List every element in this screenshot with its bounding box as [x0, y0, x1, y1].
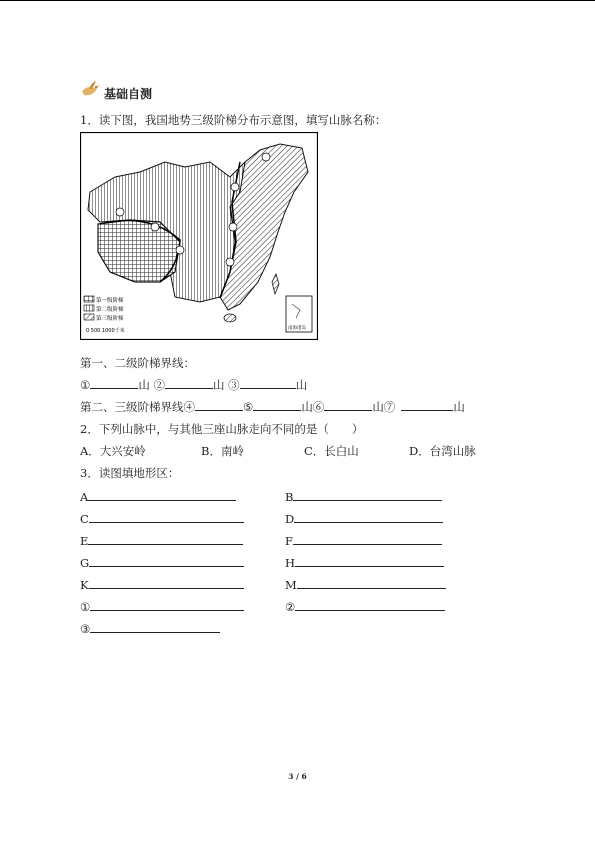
fill-blank[interactable]: [88, 532, 243, 545]
answer-blank-3[interactable]: [240, 377, 296, 389]
answer-blank-7[interactable]: [401, 399, 453, 411]
fill-blank[interactable]: [293, 532, 442, 545]
fill-blank[interactable]: [90, 598, 244, 611]
fill-blank[interactable]: [89, 510, 244, 523]
fill-row: [80, 620, 220, 636]
q2-stem: 2．下列山脉中，与其他三座山脉走向不同的是（ ）: [80, 422, 364, 436]
boundary1-line: [80, 377, 307, 393]
boundary1-label: 第一、二级阶梯界线：: [80, 356, 195, 370]
inset-label: 南海诸岛: [288, 326, 306, 331]
fill-blank[interactable]: [297, 576, 446, 589]
fill-label: ①: [80, 600, 91, 614]
fill-row: [285, 488, 442, 504]
china-terrain-map: [80, 132, 318, 340]
answer-blank-1[interactable]: [90, 377, 138, 389]
answer-blank-2[interactable]: [165, 377, 213, 389]
map-scale: 0 500 1000千米: [86, 328, 125, 334]
fill-label: K: [80, 578, 89, 592]
section-heading: [80, 78, 152, 102]
option-b[interactable]: B．南岭: [201, 444, 244, 458]
answer-blank-5[interactable]: [253, 399, 301, 411]
q2-options: [80, 443, 476, 459]
option-c[interactable]: C．长白山: [304, 444, 359, 458]
fill-blank[interactable]: [295, 554, 444, 567]
blank-label-3: 山 ③: [212, 378, 240, 392]
fill-row: [285, 532, 442, 548]
answer-blank-4[interactable]: [195, 399, 243, 411]
fill-label: E: [80, 534, 89, 548]
blank-label-1: ①: [80, 378, 91, 392]
fill-row: [80, 554, 244, 570]
fill-label: D: [285, 512, 295, 526]
bird-icon: [80, 80, 102, 100]
fill-label: M: [285, 578, 297, 592]
fill-row: [80, 598, 244, 614]
fill-row: [285, 576, 446, 592]
fill-blank[interactable]: [295, 598, 445, 611]
fill-blank[interactable]: [90, 620, 220, 633]
legend-item-3: 第三级阶梯: [96, 316, 124, 322]
page-number: 3 / 6: [288, 772, 307, 781]
fill-row: [285, 510, 443, 526]
boundary2-line: [80, 399, 465, 415]
fill-label: ②: [285, 600, 296, 614]
answer-blank-6[interactable]: [324, 399, 372, 411]
fill-blank[interactable]: [89, 576, 244, 589]
fill-label: G: [80, 556, 90, 570]
fill-label: B: [285, 490, 294, 504]
legend-item-2: 第二级阶梯: [96, 307, 124, 313]
fill-row: [80, 488, 236, 504]
fill-row: [80, 576, 244, 592]
fill-label: ③: [80, 622, 91, 636]
option-a[interactable]: A．大兴安岭: [80, 444, 146, 458]
fill-row: [80, 532, 243, 548]
fill-blank[interactable]: [293, 488, 442, 501]
fill-label: A: [80, 490, 89, 504]
fill-row: [80, 510, 244, 526]
fill-label: C: [80, 512, 89, 526]
blank-label-end: 山: [295, 378, 308, 392]
fill-blank[interactable]: [294, 510, 443, 523]
q1-stem: 1．读下图，我国地势三级阶梯分布示意图，填写山脉名称：: [80, 113, 387, 127]
boundary2-label: 第二、三级阶梯界线④: [80, 400, 195, 414]
q3-stem: 3．读图填地形区：: [80, 466, 180, 480]
blank-label-7: 山⑦: [372, 400, 396, 414]
fill-label: F: [285, 534, 293, 548]
option-d[interactable]: D．台湾山脉: [409, 444, 476, 458]
legend-item-1: 第一级阶梯: [96, 298, 124, 304]
fill-blank[interactable]: [88, 488, 236, 501]
fill-row: [285, 598, 445, 614]
blank-label-5: ⑤: [243, 400, 254, 414]
blank-label-2: 山 ②: [138, 378, 165, 392]
fill-blank[interactable]: [89, 554, 244, 567]
top-rule: [0, 0, 595, 1]
fill-label: H: [285, 556, 296, 570]
blank-label-end2: 山: [453, 400, 465, 414]
section-title: 基础自测: [104, 86, 153, 101]
fill-row: [285, 554, 444, 570]
blank-label-6: 山⑥: [301, 400, 325, 414]
